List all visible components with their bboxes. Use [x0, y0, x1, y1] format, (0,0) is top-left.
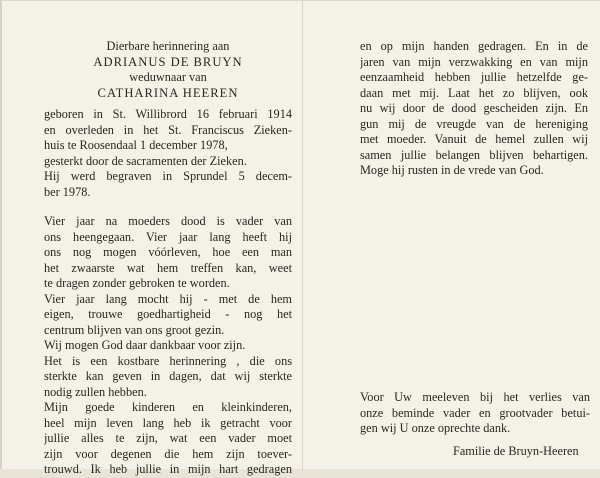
text-line: nu wij door de dood gescheiden zijn. En — [360, 101, 588, 115]
intro-text: Dierbare herinnering aan — [106, 39, 230, 53]
text-line: Mijn goede kinderen en kleinkinderen, — [44, 400, 292, 414]
text-line: met moeder. Vanuit de hemel zullen wij — [360, 132, 588, 146]
text-line: jaren van mijn verzwakking en van mijn — [360, 54, 588, 69]
text-line: eenzaamheid hebben jullie hetzelfde ge- — [360, 70, 588, 84]
text-line: daan met mij. Laat het zo blijven, ook — [360, 85, 588, 100]
text-line: trouwd. Ik heb jullie in mijn hart gedragen — [44, 462, 292, 476]
relation-text: weduwnaar van — [129, 70, 207, 84]
card-fold — [302, 1, 303, 470]
text-line: heel mijn leven lang heb ik getracht voor — [44, 415, 292, 430]
right-panel — [360, 39, 588, 179]
thanks-line: Voor Uw meeleven bij het verlies van — [360, 390, 590, 404]
text-line: gun mij de vreugde van de hereniging — [360, 116, 588, 131]
thanks-line: gen wij U onze oprechte dank. — [360, 421, 511, 435]
text-line: Vier jaar na moeders dood is vader van — [44, 214, 292, 228]
spouse-name: CATHARINA HEEREN — [97, 85, 239, 100]
text-line: nodig zullen hebben. — [44, 384, 147, 399]
deceased-name: ADRIANUS DE BRUYN — [93, 54, 243, 69]
text-line: zijn voor degenen die hem zijn toever- — [44, 446, 292, 461]
text-line: eigen, trouwe goedhartigheid - nog het — [44, 307, 292, 321]
thanks-line: onze beminde vader en grootvader betui- — [360, 405, 590, 420]
bio-line: geboren in St. Willibrord 16 februari 1914 — [44, 107, 292, 121]
thanks-text — [360, 390, 590, 437]
text-line: jullie alles te zijn, wat een vader moet — [44, 431, 292, 445]
text-line: ons nog mogen vóórleven, hoe een man — [44, 245, 292, 259]
text-line: te dragen zonder gebroken te worden. — [44, 276, 230, 290]
bio-line: en overleden in het St. Franciscus Zieken- — [44, 122, 292, 137]
bio-line: huis te Roosendaal 1 december 1978, — [44, 138, 228, 152]
text-line: ons heengegaan. Vier jaar lang heeft hij — [44, 229, 292, 244]
text-line: Moge hij rusten in de vrede van God. — [360, 163, 544, 177]
family-signature: Familie de Bruyn-Heeren — [453, 444, 579, 458]
text-line: Het is een kostbare herinnering , die ons — [44, 353, 292, 368]
text-line: het zwaarste wat hem treffen kan, weet — [44, 260, 292, 275]
text-line: Vier jaar lang mocht hij - met de hem — [44, 291, 292, 306]
biography — [44, 107, 292, 200]
text-line: centrum blijven van ons groot gezin. — [44, 322, 225, 337]
left-panel — [44, 39, 292, 478]
bio-line: ber 1978. — [44, 184, 91, 199]
text-line: Wij mogen God daar dankbaar voor zijn. — [44, 338, 246, 352]
text-line: samen jullie belangen blijven behartigen. — [360, 147, 588, 162]
bio-line: Hij werd begraven in Sprundel 5 decem- — [44, 169, 292, 183]
text-line: sterkte kan geven in dagen, dat wij sterkte — [44, 369, 292, 383]
bio-line: gesterkt door de sacramenten der Zieken. — [44, 153, 247, 168]
memorial-text — [44, 214, 292, 478]
text-line: en op mijn handen gedragen. En in de — [360, 39, 588, 53]
